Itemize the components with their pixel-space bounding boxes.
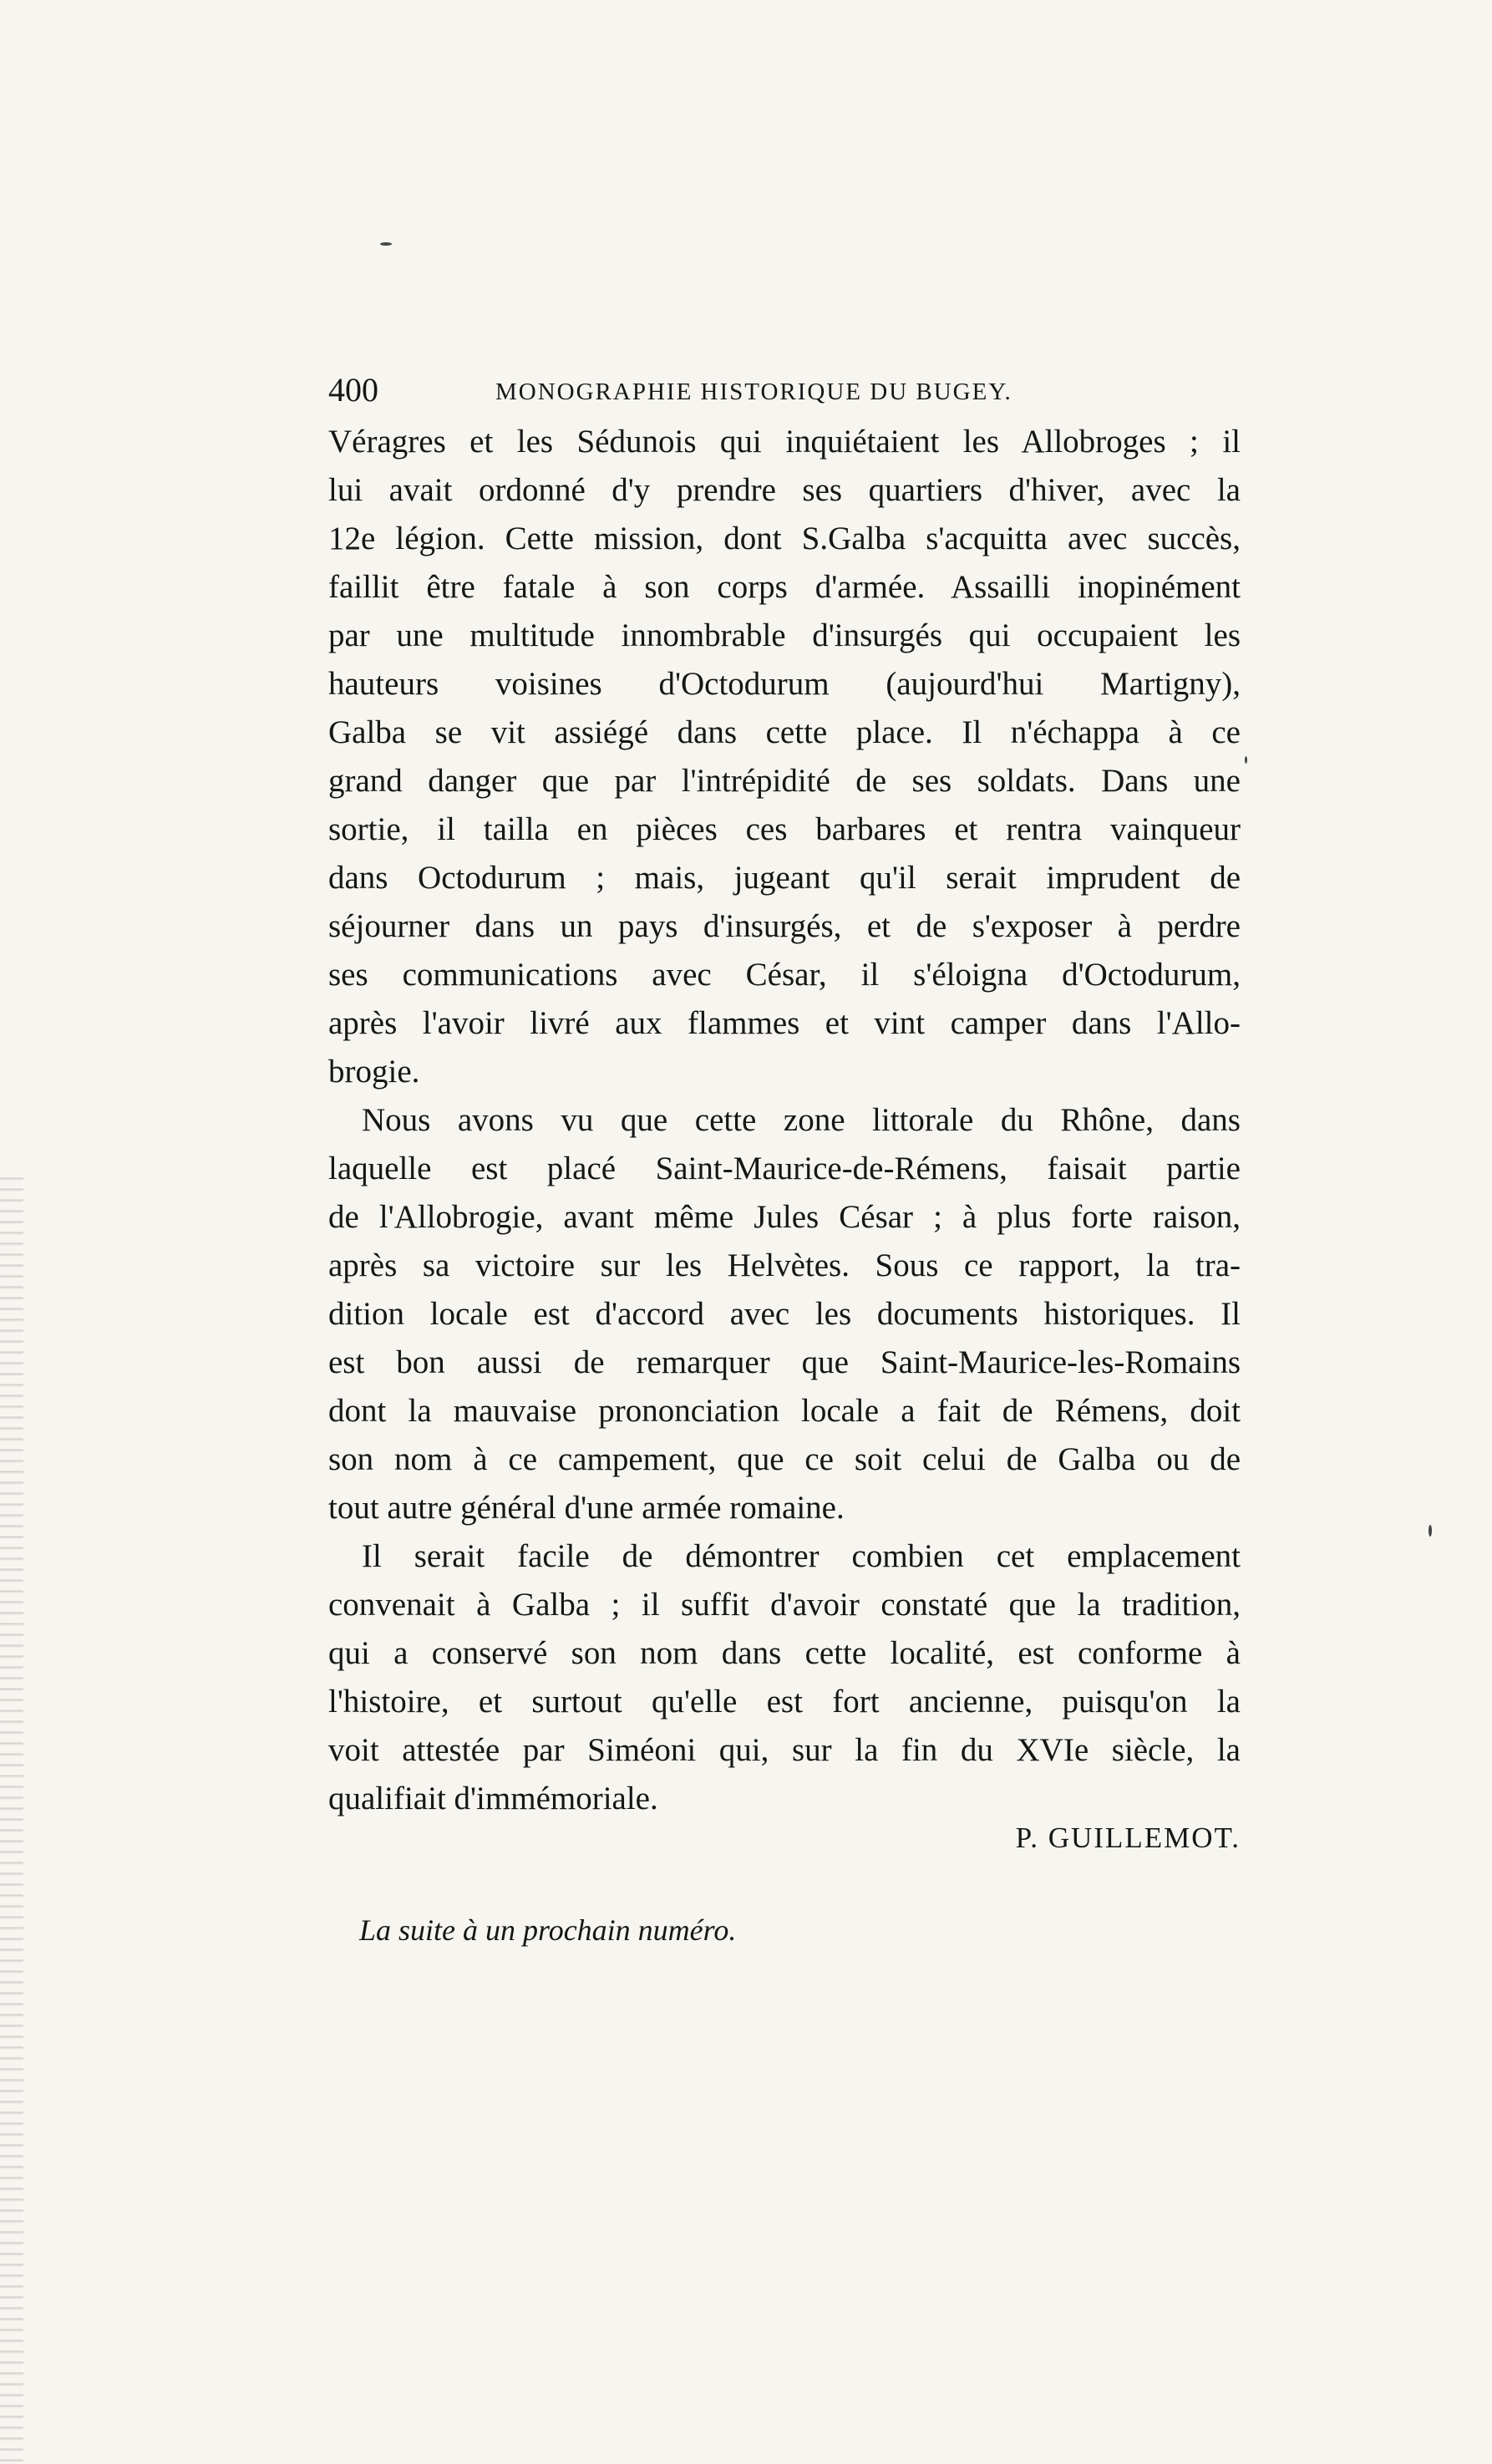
author-signature: P. GUILLEMOT. — [1015, 1821, 1241, 1854]
running-title: MONOGRAPHIE HISTORIQUE DU BUGEY. — [495, 378, 1012, 405]
text-line: dont la mauvaise prononciation locale a fait de Rémens, doit — [328, 1393, 1241, 1429]
scan-speck — [380, 242, 392, 246]
text-line: tout autre général d'une armée romaine. — [328, 1490, 845, 1526]
text-line: qui a conservé son nom dans cette localité, est conforme à — [328, 1635, 1241, 1671]
text-line: grand danger que par l'intrépidité de ses soldats. Dans une — [328, 763, 1241, 799]
text-line: après l'avoir livré aux flammes et vint camper dans l'Allo- — [328, 1005, 1241, 1041]
text-line: est bon aussi de remarquer que Saint-Maurice-les-Romains — [328, 1344, 1241, 1380]
text-line: l'histoire, et surtout qu'elle est fort ancienne, puisqu'on la — [328, 1684, 1241, 1720]
text-line: convenait à Galba ; il suffit d'avoir constaté que la tradition, — [328, 1587, 1241, 1623]
scan-speck — [1245, 756, 1247, 764]
text-line: Véragres et les Sédunois qui inquiétaient les Allobroges ; il — [328, 424, 1241, 460]
text-line: son nom à ce campement, que ce soit celui de Galba ou de — [328, 1441, 1241, 1477]
text-line: après sa victoire sur les Helvètes. Sous ce rapport, la tra- — [328, 1247, 1241, 1283]
text-line: dans Octodurum ; mais, jugeant qu'il serait imprudent de — [328, 860, 1241, 896]
scan-edge-artifact — [0, 1170, 23, 2464]
text-line: de l'Allobrogie, avant même Jules César ; à plus forte raison, — [328, 1199, 1241, 1235]
body-text — [328, 418, 1241, 1823]
text-line: 12e légion. Cette mission, dont S.Galba s'acquitta avec succès, — [328, 521, 1241, 556]
text-line: faillit être fatale à son corps d'armée. Assailli inopinément — [328, 569, 1241, 605]
text-line: ses communications avec César, il s'éloigna d'Octodurum, — [328, 957, 1241, 993]
scan-speck — [1429, 1525, 1432, 1537]
continuation-note: La suite à un prochain numéro. — [359, 1913, 737, 1947]
text-line: brogie. — [328, 1054, 420, 1090]
page-number: 400 — [328, 371, 378, 409]
text-line: voit attestée par Siméoni qui, sur la fin du XVIe siècle, la — [328, 1732, 1241, 1768]
text-line: lui avait ordonné d'y prendre ses quartiers d'hiver, avec la — [328, 472, 1241, 508]
text-line: laquelle est placé Saint-Maurice-de-Rémens, faisait partie — [328, 1151, 1241, 1186]
page-header — [328, 369, 1241, 411]
text-line: Galba se vit assiégé dans cette place. Il n'échappa à ce — [328, 714, 1241, 750]
text-line: hauteurs voisines d'Octodurum (aujourd'hui Martigny), — [328, 666, 1241, 702]
text-line: dition locale est d'accord avec les documents historiques. Il — [328, 1296, 1241, 1332]
text-line: Nous avons vu que cette zone littorale du Rhône, dans — [362, 1102, 1241, 1138]
text-line: par une multitude innombrable d'insurgés qui occupaient les — [328, 617, 1241, 653]
text-line: Il serait facile de démontrer combien cet emplacement — [362, 1538, 1241, 1574]
text-line: sortie, il tailla en pièces ces barbares et rentra vainqueur — [328, 811, 1241, 847]
text-line: séjourner dans un pays d'insurgés, et de s'exposer à perdre — [328, 908, 1241, 944]
text-line: qualifiait d'immémoriale. — [328, 1781, 658, 1816]
